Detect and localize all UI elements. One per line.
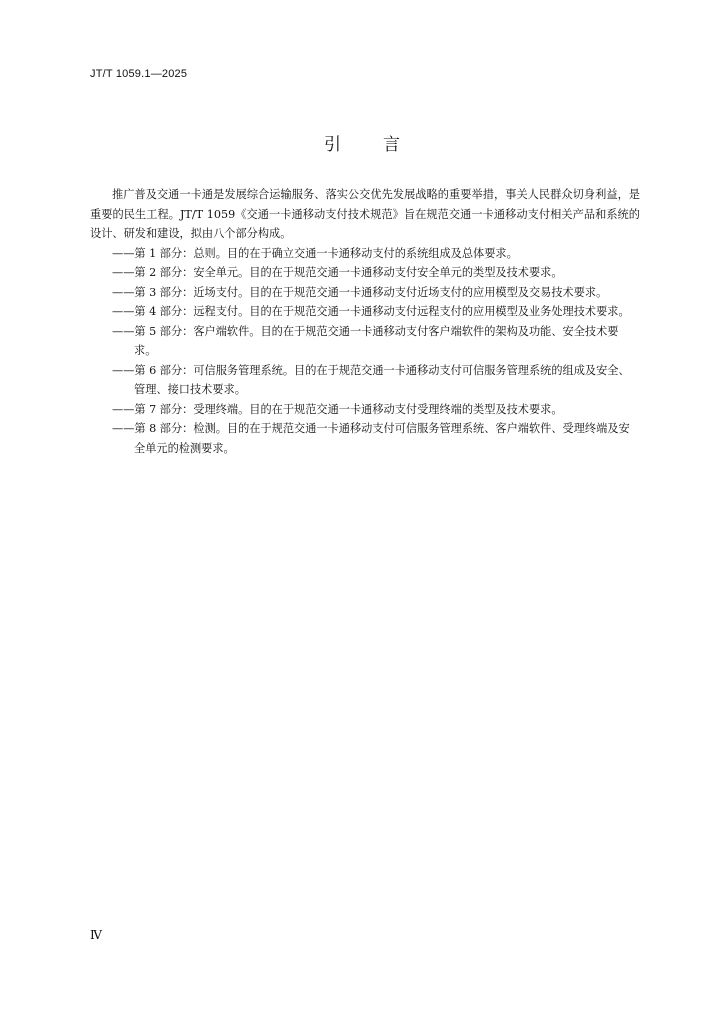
list-item: ——第 5 部分：客户端软件。目的在于规范交通一卡通移动支付客户端软件的架构及功能、安全技术要求。 bbox=[112, 324, 619, 357]
list-item: ——第 6 部分：可信服务管理系统。目的在于规范交通一卡通移动支付可信服务管理系统的组成及安全、管理、接口技术要求。 bbox=[112, 363, 630, 396]
title-char-2: 言 bbox=[383, 135, 400, 155]
list-item: ——第 8 部分：检测。目的在于规范交通一卡通移动支付可信服务管理系统、客户端软件、受理终端及安全单元的检测要求。 bbox=[112, 422, 630, 455]
list-item: ——第 4 部分：远程支付。目的在于规范交通一卡通移动支付远程支付的应用模型及业务处理技术要求。 bbox=[112, 305, 630, 318]
title-char-1: 引 bbox=[324, 135, 341, 155]
page-number: Ⅳ bbox=[90, 928, 102, 942]
foreword-body bbox=[90, 185, 640, 458]
list-item: ——第 1 部分：总则。目的在于确立交通一卡通移动支付的系统组成及总体要求。 bbox=[112, 246, 518, 260]
page-title bbox=[0, 130, 724, 155]
list-item: ——第 3 部分：近场支付。目的在于规范交通一卡通移动支付近场支付的应用模型及交易技术要求。 bbox=[112, 285, 608, 299]
list-item: ——第 7 部分：受理终端。目的在于规范交通一卡通移动支付受理终端的类型及技术要求。 bbox=[112, 402, 563, 416]
list-item: ——第 2 部分：安全单元。目的在于规范交通一卡通移动支付安全单元的类型及技术要求。 bbox=[112, 266, 563, 279]
intro-paragraph: 推广普及交通一卡通是发展综合运输服务、落实公交优先发展战略的重要举措，事关人民群众切身利益，是重要的民生工程。JT/T 1059《交通一卡通移动支付技术规范》旨在规范交通一卡通移动支付相关产品和系统的设计、研发和建设，拟由八个部分构成。 bbox=[90, 188, 640, 240]
parts-list bbox=[90, 244, 640, 459]
standard-code: JT/T 1059.1—2025 bbox=[90, 68, 188, 80]
